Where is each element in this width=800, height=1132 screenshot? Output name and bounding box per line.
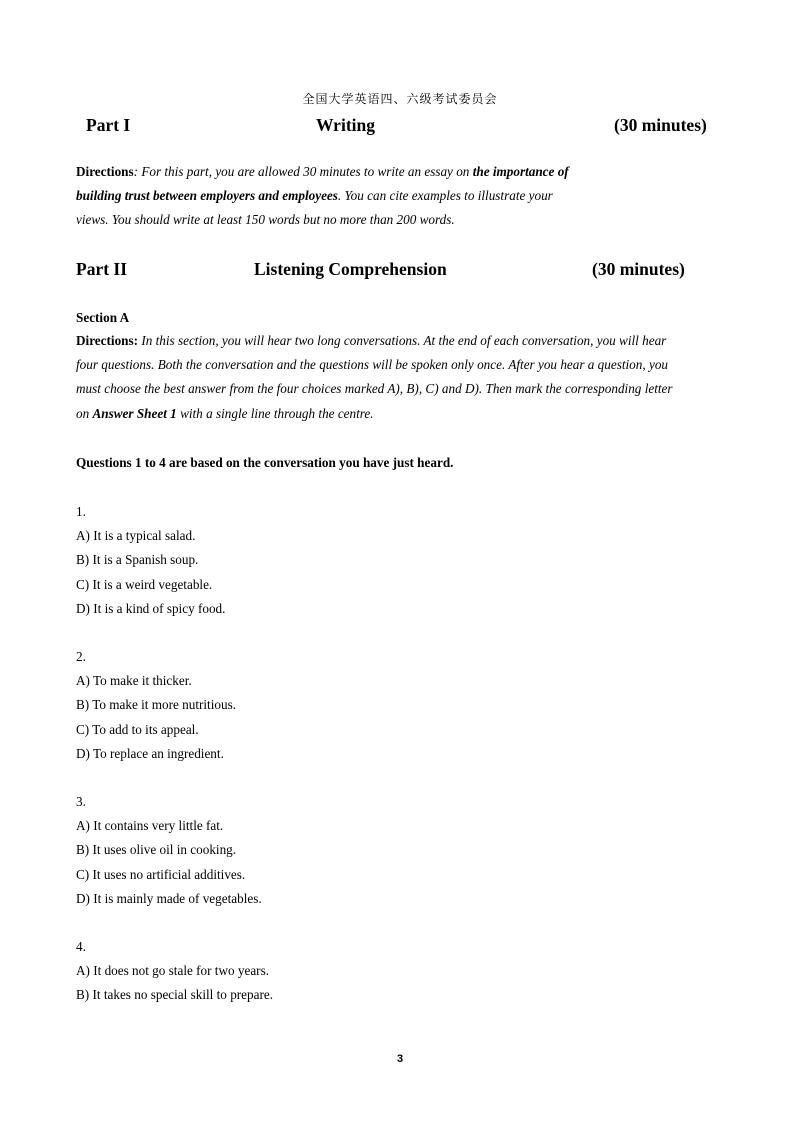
question-3 [76, 790, 262, 911]
directions-text: views. You should write at least 150 words but no more than 200 words. [76, 212, 455, 228]
essay-topic-cont: building trust between employers and employees [76, 188, 338, 204]
answer-option: D) It is a kind of spicy food. [76, 600, 226, 616]
directions-text: . You can cite examples to illustrate your [337, 188, 553, 204]
question-number: 3. [76, 794, 86, 809]
part1-label: Part I [86, 115, 131, 135]
section-a-label: Section A [76, 310, 130, 325]
part2-title: Listening Comprehension [254, 259, 447, 279]
question-number: 1. [76, 504, 86, 519]
answer-option: C) It uses no artificial additives. [76, 866, 246, 882]
committee-header: 全国大学英语四、六级考试委员会 [302, 92, 498, 106]
questions-heading: Questions 1 to 4 are based on the conversation you have just heard. [76, 455, 454, 470]
question-1 [76, 500, 225, 621]
answer-sheet-ref: Answer Sheet 1 [92, 405, 177, 421]
directions-text: must choose the best answer from the four choices marked A), B), C) and D). Then mark the corresponding letter [76, 381, 673, 397]
question-number: 4. [76, 939, 86, 954]
question-4 [76, 935, 273, 1008]
answer-option: C) To add to its appeal. [76, 721, 199, 737]
directions-text: four questions. Both the conversation and the questions will be spoken only once. After you hear a question, you [76, 357, 669, 373]
essay-topic: the importance of [472, 164, 569, 179]
answer-option: A) To make it thicker. [76, 673, 192, 689]
answer-option: A) It does not go stale for two years. [76, 963, 270, 979]
question-number: 2. [76, 649, 86, 664]
part2-heading [0, 259, 800, 283]
directions-text: : For this part, you are allowed 30 minutes to write an essay on [133, 164, 473, 179]
directions-text: with a single line through the centre. [176, 405, 374, 421]
directions-text: In this section, you will hear two long conversations. At the end of each conversation, you will hear [138, 333, 667, 348]
question-2 [76, 645, 236, 766]
answer-option: D) To replace an ingredient. [76, 745, 224, 761]
answer-option: A) It contains very little fat. [76, 818, 224, 834]
answer-option: A) It is a typical salad. [76, 528, 196, 544]
part1-time: (30 minutes) [614, 115, 707, 135]
part2-label: Part II [76, 259, 128, 279]
answer-option: C) It is a weird vegetable. [76, 576, 213, 592]
page-number: 3 [396, 1053, 404, 1065]
answer-option: B) To make it more nutritious. [76, 697, 236, 713]
part1-title: Writing [316, 115, 375, 135]
answer-option: B) It is a Spanish soup. [76, 552, 199, 568]
directions-label: Directions [76, 164, 134, 179]
part2-time: (30 minutes) [592, 259, 685, 279]
answer-option: B) It takes no special skill to prepare. [76, 987, 274, 1003]
directions-label: Directions: [76, 333, 139, 348]
part1-heading [0, 115, 800, 139]
part2-directions [76, 329, 726, 426]
part1-directions [76, 160, 726, 233]
answer-option: B) It uses olive oil in cooking. [76, 842, 237, 858]
directions-text: on [76, 405, 93, 421]
answer-option: D) It is mainly made of vegetables. [76, 890, 262, 906]
